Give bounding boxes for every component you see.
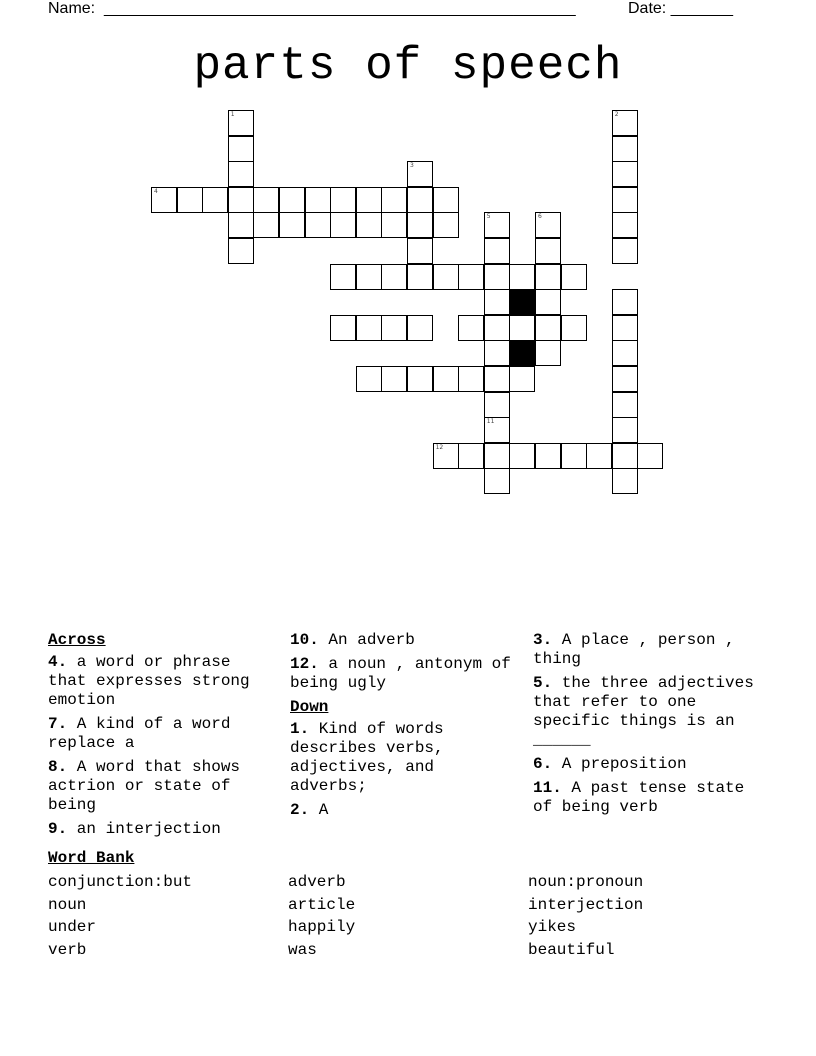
- clue-text: A word that shows actrion or state of being: [48, 758, 241, 814]
- clue-number-label: 4.: [48, 653, 68, 671]
- crossword-block: [509, 340, 535, 366]
- clue-text: A preposition: [552, 755, 687, 773]
- crossword-cell[interactable]: [356, 366, 382, 392]
- clue: [48, 715, 273, 753]
- word-bank-item: happily: [288, 918, 356, 936]
- crossword-cell[interactable]: [228, 212, 254, 238]
- clue: [290, 801, 515, 820]
- clue-text: an interjection: [67, 820, 221, 838]
- clue: [48, 820, 273, 839]
- crossword-cell[interactable]: [356, 187, 382, 213]
- crossword-cell[interactable]: [535, 264, 561, 290]
- crossword-cell[interactable]: [305, 212, 331, 238]
- crossword-cell[interactable]: [407, 366, 433, 392]
- crossword-cell[interactable]: [484, 340, 510, 366]
- crossword-cell[interactable]: [484, 212, 510, 238]
- crossword-cell[interactable]: [228, 187, 254, 213]
- crossword-cell[interactable]: [279, 212, 305, 238]
- clue-column-3: [533, 631, 758, 822]
- crossword-cell[interactable]: [612, 417, 638, 443]
- clue-number-label: 5.: [533, 674, 553, 692]
- clue: [290, 655, 515, 693]
- word-bank-item: noun:pronoun: [528, 873, 644, 891]
- crossword-cell[interactable]: [407, 238, 433, 264]
- crossword-cell[interactable]: [612, 187, 638, 213]
- clue-number-label: 12.: [290, 655, 319, 673]
- clue-number-label: 11.: [533, 779, 562, 797]
- clue-number-label: 1.: [290, 720, 310, 738]
- clue-column-2: [290, 631, 515, 825]
- clue-number: 3: [410, 162, 414, 170]
- crossword-cell[interactable]: [228, 110, 254, 136]
- clue: [290, 720, 515, 796]
- clue-text: Kind of words describes verbs, adjectives, and adverbs;: [290, 720, 444, 795]
- crossword-cell[interactable]: [484, 392, 510, 418]
- name-label: Name:: [48, 0, 96, 17]
- crossword-cell[interactable]: [407, 187, 433, 213]
- crossword-cell[interactable]: [509, 315, 535, 341]
- crossword-cell[interactable]: [381, 187, 407, 213]
- crossword-cell[interactable]: [612, 392, 638, 418]
- crossword-cell[interactable]: [484, 468, 510, 494]
- clue: [48, 758, 273, 815]
- word-bank-item: yikes: [528, 918, 577, 936]
- clue-number-label: 8.: [48, 758, 68, 776]
- word-bank-list: [48, 871, 768, 961]
- word-bank-heading: Word Bank: [48, 849, 135, 867]
- clue-number: 11: [486, 418, 495, 426]
- crossword-cell[interactable]: [612, 212, 638, 238]
- crossword-cell[interactable]: [228, 136, 254, 162]
- clue-text: An adverb: [318, 631, 415, 649]
- crossword-cell[interactable]: [407, 161, 433, 187]
- crossword-cell[interactable]: [433, 366, 459, 392]
- crossword-cell[interactable]: [279, 187, 305, 213]
- date-field[interactable]: Date: _______: [628, 0, 733, 17]
- crossword-cell[interactable]: [484, 443, 510, 469]
- crossword-cell[interactable]: [484, 315, 510, 341]
- crossword-cell[interactable]: [561, 264, 587, 290]
- crossword-cell[interactable]: [535, 289, 561, 315]
- clue-column-1: [48, 631, 273, 844]
- crossword-cell[interactable]: [458, 264, 484, 290]
- crossword-cell[interactable]: [407, 212, 433, 238]
- clue-number: 4: [154, 187, 158, 195]
- crossword-cell[interactable]: [586, 443, 612, 469]
- crossword-cell[interactable]: [561, 315, 587, 341]
- crossword-cell[interactable]: [637, 443, 663, 469]
- crossword-cell[interactable]: [458, 315, 484, 341]
- clue-number: 1: [230, 111, 235, 118]
- crossword-cell[interactable]: [330, 264, 356, 290]
- crossword-cell[interactable]: [535, 443, 561, 469]
- crossword-cell[interactable]: [356, 212, 382, 238]
- clue-text: A past tense state of being verb: [533, 779, 745, 816]
- clue-number: 2: [614, 111, 619, 118]
- clue-number-label: 7.: [48, 715, 68, 733]
- crossword-cell[interactable]: [535, 212, 561, 238]
- word-bank-item: interjection: [528, 895, 644, 914]
- crossword-cell[interactable]: [177, 187, 203, 213]
- crossword-cell[interactable]: [535, 238, 561, 264]
- clue-number-label: 3.: [533, 631, 553, 649]
- crossword-cell[interactable]: [484, 366, 510, 392]
- word-bank-item: was: [288, 940, 317, 959]
- word-bank-item: noun: [48, 895, 87, 914]
- page-title: parts of speech: [193, 40, 623, 92]
- crossword-cell[interactable]: [228, 238, 254, 264]
- crossword-cell[interactable]: [612, 110, 638, 136]
- crossword-cell[interactable]: [433, 264, 459, 290]
- crossword-cell[interactable]: [535, 340, 561, 366]
- name-field[interactable]: _____________________________________________________: [104, 0, 576, 17]
- crossword-cell[interactable]: [330, 187, 356, 213]
- clue-number: 5: [486, 213, 491, 221]
- crossword-cell[interactable]: [381, 315, 407, 341]
- crossword-cell[interactable]: [612, 366, 638, 392]
- crossword-cell[interactable]: [433, 187, 459, 213]
- crossword-cell[interactable]: [433, 212, 459, 238]
- crossword-cell[interactable]: [407, 264, 433, 290]
- clue: [533, 779, 758, 817]
- crossword-cell[interactable]: [253, 187, 279, 213]
- clue: [48, 653, 273, 710]
- crossword-cell[interactable]: [612, 161, 638, 187]
- crossword-cell[interactable]: [356, 315, 382, 341]
- clue: [533, 674, 758, 750]
- word-bank-item: beautiful: [528, 940, 615, 959]
- clue: [533, 631, 758, 669]
- word-bank-item: under: [48, 918, 97, 936]
- word-bank-item: adverb: [288, 873, 346, 891]
- crossword-cell[interactable]: [509, 366, 535, 392]
- clue: [290, 631, 515, 650]
- clue-number-label: 9.: [48, 820, 68, 838]
- clue-number-label: 6.: [533, 755, 553, 773]
- crossword-cell[interactable]: [330, 212, 356, 238]
- crossword-cell[interactable]: [151, 187, 177, 213]
- across-heading: Across: [48, 631, 106, 649]
- clue-text: the three adjectives that refer to one specific things is an ______: [533, 674, 754, 749]
- down-heading: Down: [290, 698, 329, 716]
- crossword-block: [509, 289, 535, 315]
- crossword-cell[interactable]: [381, 366, 407, 392]
- clue-text: a word or phrase that expresses strong emotion: [48, 653, 250, 709]
- word-bank-item: verb: [48, 940, 87, 959]
- word-bank-item: article: [288, 895, 356, 914]
- crossword-cell[interactable]: [484, 417, 510, 443]
- word-bank: [48, 849, 768, 961]
- crossword-cell[interactable]: [458, 366, 484, 392]
- crossword-cell[interactable]: [381, 212, 407, 238]
- crossword-cell[interactable]: [612, 289, 638, 315]
- crossword-cell[interactable]: [356, 264, 382, 290]
- crossword-cell[interactable]: [509, 443, 535, 469]
- crossword-cell[interactable]: [561, 443, 587, 469]
- crossword-cell[interactable]: [305, 187, 331, 213]
- clue-number: 6: [538, 213, 542, 221]
- crossword-cell[interactable]: [509, 264, 535, 290]
- crossword-cell[interactable]: [612, 315, 638, 341]
- clue-text: A place , person , thing: [533, 631, 735, 668]
- word-bank-item: conjunction:but: [48, 873, 193, 891]
- crossword-cell[interactable]: [535, 315, 561, 341]
- crossword-cell[interactable]: [484, 238, 510, 264]
- clue-text: a noun , antonym of being ugly: [290, 655, 511, 692]
- clue-text: A: [309, 801, 329, 819]
- crossword-cell[interactable]: [228, 161, 254, 187]
- crossword-cell[interactable]: [484, 264, 510, 290]
- clue-number-label: 10.: [290, 631, 319, 649]
- clue-number-label: 2.: [290, 801, 310, 819]
- crossword-cell[interactable]: [484, 289, 510, 315]
- crossword-cell[interactable]: [330, 315, 356, 341]
- crossword-cell[interactable]: [202, 187, 228, 213]
- crossword-cell[interactable]: [612, 468, 638, 494]
- clue: [533, 755, 758, 774]
- crossword-cell[interactable]: [253, 212, 279, 238]
- crossword-cell[interactable]: [612, 136, 638, 162]
- crossword-cell[interactable]: [407, 315, 433, 341]
- crossword-cell[interactable]: [381, 264, 407, 290]
- crossword-cell[interactable]: [458, 443, 484, 469]
- crossword-cell[interactable]: [612, 238, 638, 264]
- clue-number: 12: [435, 443, 444, 451]
- crossword-cell[interactable]: [612, 443, 638, 469]
- crossword-cell[interactable]: [433, 443, 459, 469]
- clue-text: A kind of a word replace a: [48, 715, 231, 752]
- crossword-cell[interactable]: [612, 340, 638, 366]
